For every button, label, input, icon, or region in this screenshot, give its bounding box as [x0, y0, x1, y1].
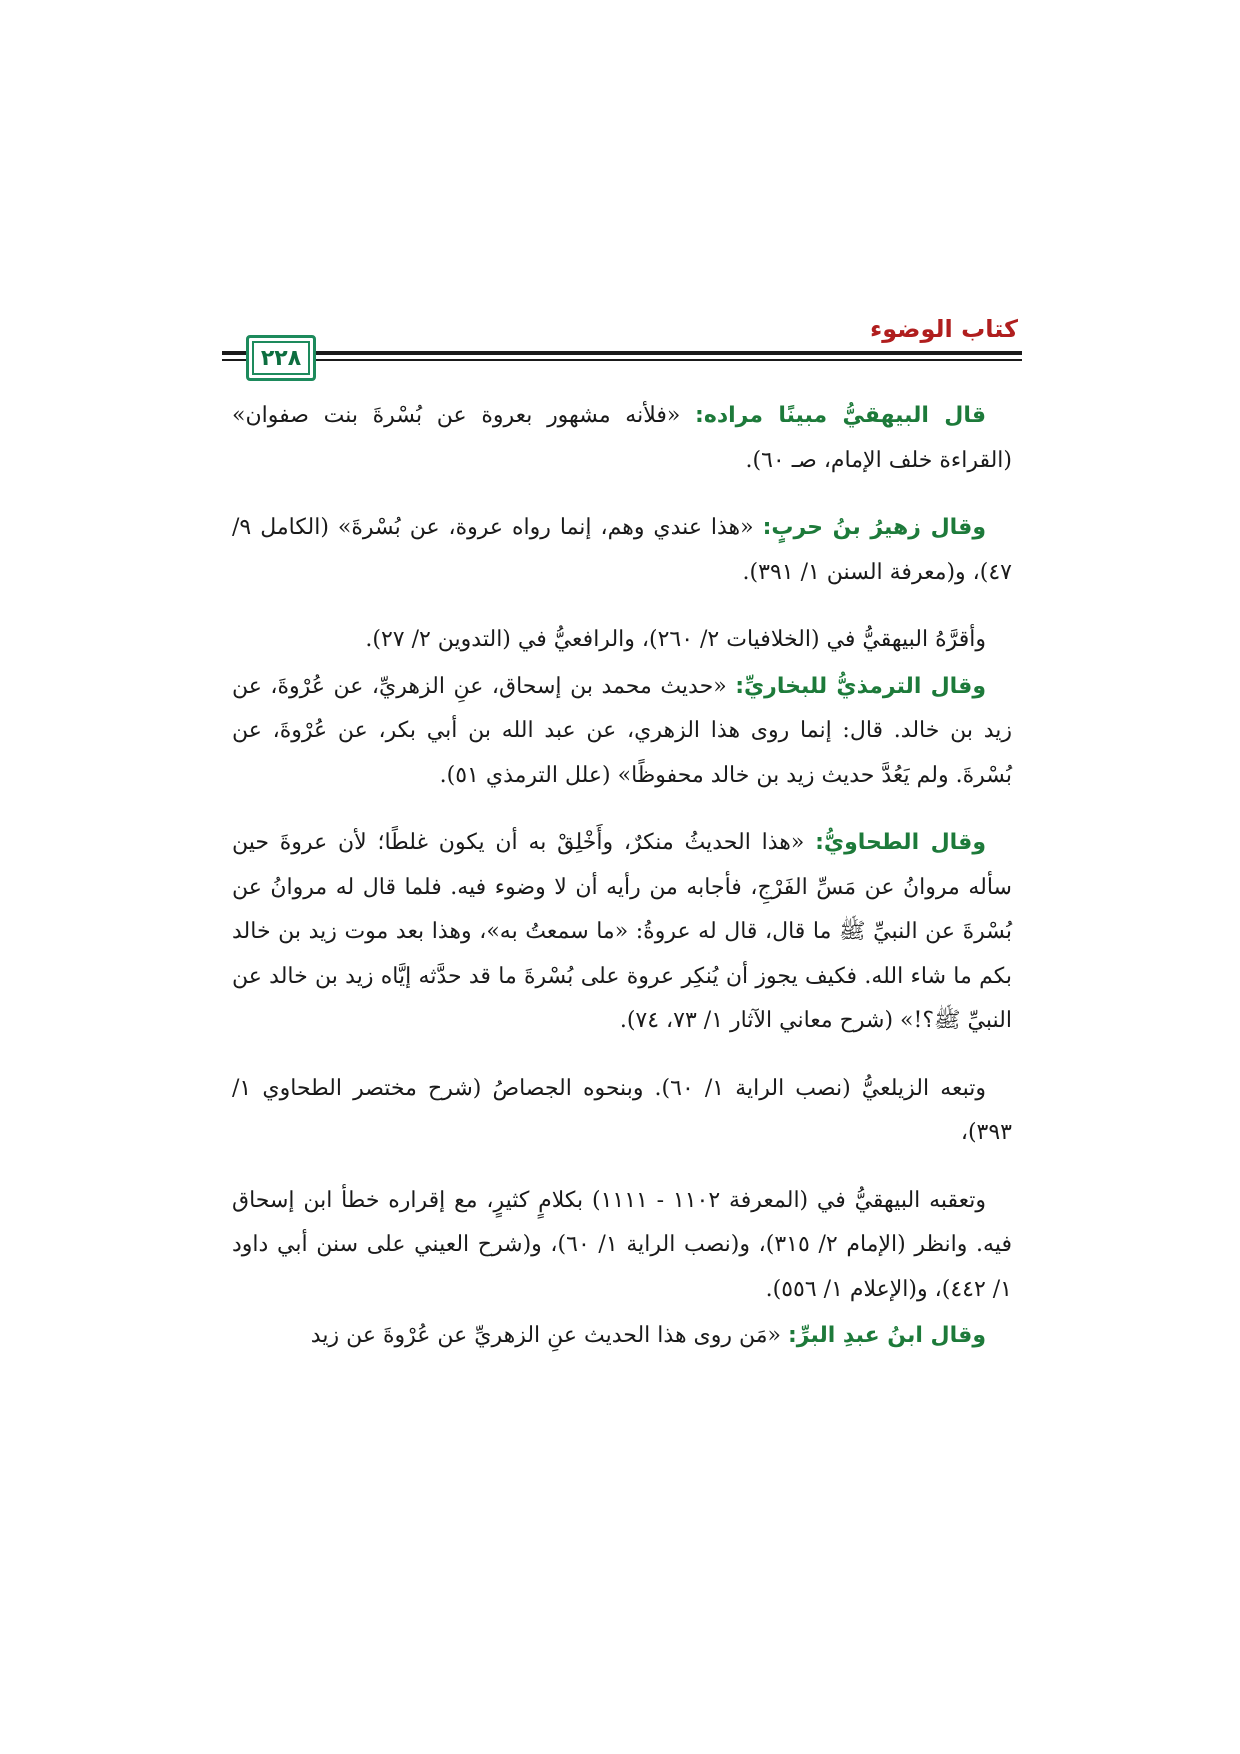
paragraph-text: «فلأنه مشهور بعروة عن بُسْرةَ بنت صفوان» (القراءة خلف الإمام، صـ ٦٠).	[232, 403, 1012, 473]
paragraph-3	[232, 618, 1012, 663]
paragraph-text: «مَن روى هذا الحديث عنِ الزهريِّ عن عُرْوةَ عن زيد	[310, 1323, 788, 1348]
paragraph-2	[232, 506, 1012, 595]
paragraph-text: وأقرَّهُ البيهقيُّ في (الخلافيات ٢/ ٢٦٠)، والرافعيُّ في (التدوين ٢/ ٢٧).	[365, 627, 986, 652]
header-rule-thin	[222, 359, 1022, 361]
page-number: ٢٢٨	[260, 345, 302, 371]
paragraph-text: وتبعه الزيلعيُّ (نصب الراية ١/ ٦٠). وبنحوه الجصاصُ (شرح مختصر الطحاوي ١/ ٣٩٣)،	[232, 1075, 1012, 1145]
speaker-label: وقال زهيرُ بنُ حربٍ:	[762, 515, 986, 540]
paragraph-7	[232, 1179, 1012, 1313]
chapter-title: كتاب الوضوء	[869, 315, 1018, 343]
paragraph-text: وتعقبه البيهقيُّ في (المعرفة ١١٠٢ - ١١١١) بكلامٍ كثيرٍ، مع إقراره خطأ ابن إسحاق فيه. وانظر (الإمام ٢/ ٣١٥)، و(نصب الراية ١/ ٦٠)، و(شرح العيني على سنن أبي داود ١/ ٤٤٢)، و(الإعلام ١/ ٥٥٦).	[232, 1187, 1012, 1302]
paragraph-text: «هذا عندي وهم، إنما رواه عروة، عن بُسْرةَ» (الكامل ٩/ ٤٧)، و(معرفة السنن ١/ ٣٩١).	[232, 515, 1012, 585]
paragraph-8	[232, 1314, 1012, 1359]
paragraph-text: «حديث محمد بن إسحاق، عنِ الزهريِّ، عن عُرْوةَ، عن زيد بن خالد. قال: إنما روى هذا الزهري، عن عبد الله بن أبي بكر، عن عُرْوةَ، عن بُسْرةَ. ولم يَعُدَّ حديث زيد بن خالد محفوظًا» (علل الترمذي ٥١).	[232, 673, 1012, 788]
body-text	[232, 394, 1012, 1382]
speaker-label: قال البيهقيُّ مبينًا مراده:	[695, 403, 986, 428]
paragraph-text: «هذا الحديثُ منكرٌ، وأَخْلِقْ به أن يكون غلطًا؛ لأن عروةَ حين سأله مروانُ عن مَسِّ الفَرْجِ، فأجابه من رأيه أن لا وضوء فيه. فلما قال له مروانُ عن بُسْرةَ عن النبيِّ ﷺ ما قال، قال له عروةُ: «ما سمعتُ به»، وهذا بعد موت زيد بن خالد بكم ما شاء الله. فكيف يجوز أن يُنكِر عروة على بُسْرةَ ما قد حدَّثه إيَّاه زيد بن خالد عن النبيِّ ﷺ؟!» (شرح معاني الآثار ١/ ٧٣، ٧٤).	[232, 830, 1012, 1033]
paragraph-4	[232, 665, 1012, 799]
paragraph-6	[232, 1067, 1012, 1156]
page-number-frame	[246, 335, 316, 381]
header-rule-thick	[222, 351, 1022, 355]
page-header	[222, 313, 1022, 381]
speaker-label: وقال ابنُ عبدِ البرِّ:	[788, 1323, 986, 1348]
paragraph-5	[232, 821, 1012, 1044]
paragraph-1	[232, 394, 1012, 483]
speaker-label: وقال الترمذيُّ للبخاريِّ:	[735, 673, 987, 699]
speaker-label: وقال الطحاويُّ:	[815, 830, 986, 855]
